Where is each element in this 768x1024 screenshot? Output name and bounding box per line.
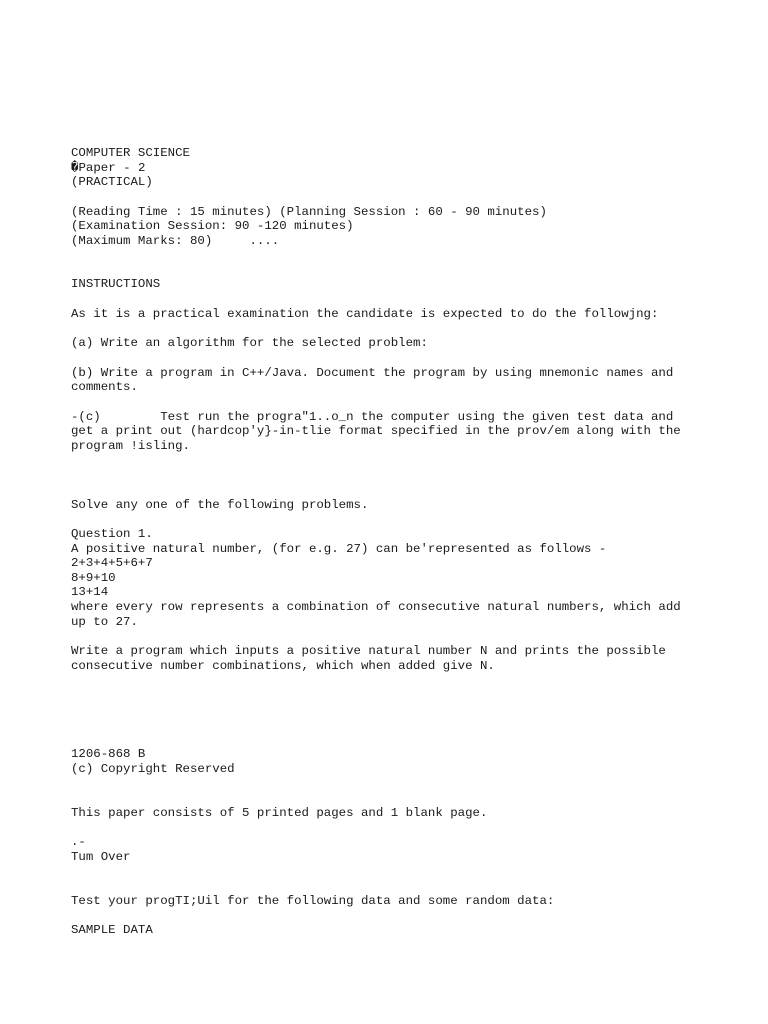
examination-time: (Examination Session: 90 -120 minutes): [71, 219, 354, 233]
instruction-item-c-line: get a print out (hardcop'y}-in-tlie format specified in the prov/em along with the: [71, 424, 681, 438]
question-1-task-line: consecutive number combinations, which when added give N.: [71, 659, 495, 673]
copyright-notice: (c) Copyright Reserved: [71, 762, 235, 776]
question-1-line: up to 27.: [71, 615, 138, 629]
pages-note: This paper consists of 5 printed pages and 1 blank page.: [71, 806, 488, 820]
question-1-title: Question 1.: [71, 527, 153, 541]
instructions-intro: As it is a practical examination the candidate is expected to do the followjng:: [71, 307, 659, 321]
instruction-item-c-line: program !isling.: [71, 439, 190, 453]
instruction-item-a: (a) Write an algorithm for the selected problem:: [71, 336, 428, 350]
maximum-marks: (Maximum Marks: 80) ....: [71, 234, 280, 248]
test-data-instruction: Test your progTI;Uil for the following data and some random data:: [71, 894, 555, 908]
question-1-line: 2+3+4+5+6+7: [71, 556, 153, 570]
instruction-item-c-line: -(c) Test run the progra"1..o_n the computer using the given test data and: [71, 410, 674, 424]
sample-data-heading: SAMPLE DATA: [71, 923, 153, 937]
question-1-task-line: Write a program which inputs a positive natural number N and prints the possible: [71, 644, 666, 658]
question-1-line: where every row represents a combination of consecutive natural numbers, which add: [71, 600, 681, 614]
subject-title: COMPUTER SCIENCE: [71, 146, 190, 160]
turn-over-note: Tum Over: [71, 850, 131, 864]
instruction-item-b-line: (b) Write a program in C++/Java. Document the program by using mnemonic names and: [71, 366, 674, 380]
question-1-line: 8+9+10: [71, 571, 116, 585]
question-1-line: 13+14: [71, 585, 109, 599]
stray-mark: .-: [71, 835, 86, 849]
instruction-item-b-line: comments.: [71, 380, 138, 394]
paper-type: (PRACTICAL): [71, 175, 153, 189]
solve-prompt: Solve any one of the following problems.: [71, 498, 369, 512]
paper-number: �Paper - 2: [71, 161, 146, 175]
reading-planning-time: (Reading Time : 15 minutes) (Planning Session : 60 - 90 minutes): [71, 205, 547, 219]
question-1-line: A positive natural number, (for e.g. 27) can be'represented as follows -: [71, 542, 607, 556]
instructions-heading: INSTRUCTIONS: [71, 277, 161, 291]
paper-code: 1206-868 B: [71, 747, 146, 761]
